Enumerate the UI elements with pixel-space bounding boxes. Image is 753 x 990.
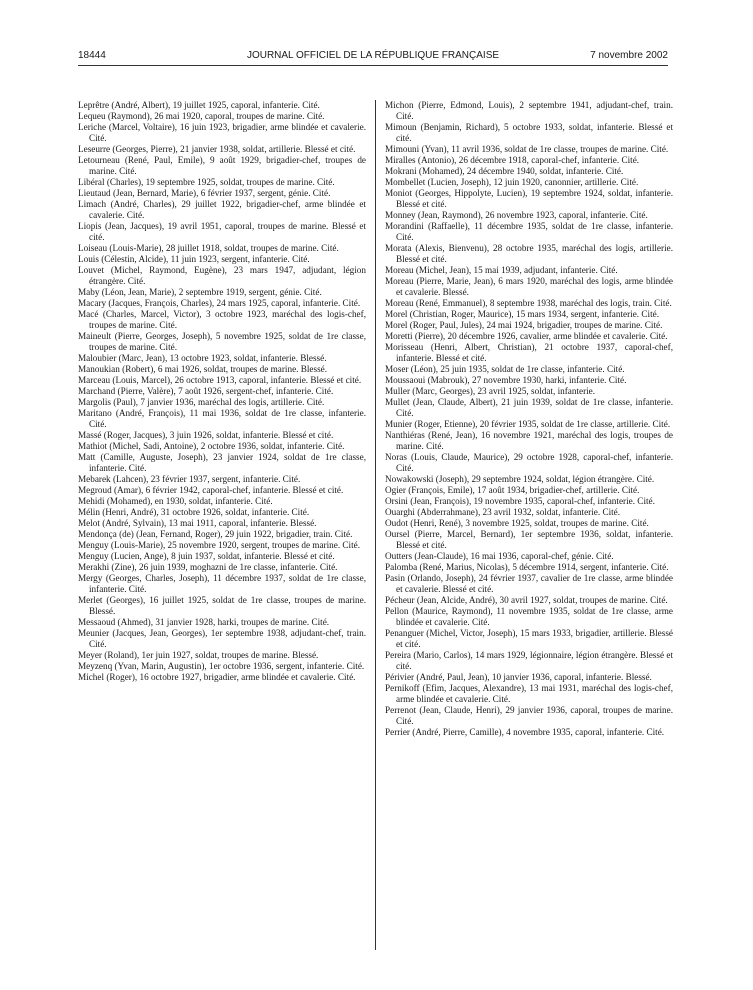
list-item: Périvier (André, Paul, Jean), 10 janvier 1936, caporal, infanterie. Blessé. [385, 672, 652, 682]
list-item: Letourneau (René, Paul, Emile), 9 août 1929, brigadier-chef, troupes de marine. Cité. [78, 155, 366, 176]
column-divider [375, 100, 376, 950]
list-item: Pellon (Maurice, Raymond), 11 novembre 1935, soldat de 1re classe, arme blindée et cavalerie. Cité. [385, 606, 673, 627]
list-item: Manoukian (Robert), 6 mai 1926, soldat, troupes de marine. Blessé. [78, 364, 328, 374]
list-item: Morandini (Raffaelle), 11 décembre 1935, soldat de 1re classe, infanterie. Cité. [385, 221, 673, 242]
list-item: Meyer (Roland), 1er juin 1927, soldat, troupes de marine. Blessé. [78, 650, 319, 660]
list-item: Mergy (Georges, Charles, Joseph), 11 décembre 1937, soldat de 1re classe, infanterie. Cité. [78, 573, 366, 594]
list-item: Moreau (Pierre, Marie, Jean), 6 mars 1920, maréchal des logis, arme blindée et cavalerie. Blessé. [385, 276, 673, 297]
list-item: Moretti (Pierre), 20 décembre 1926, cavalier, arme blindée et cavalerie. Cité. [385, 331, 668, 341]
list-item: Lieutaud (Jean, Bernard, Marie), 6 février 1937, sergent, génie. Cité. [78, 188, 331, 198]
right-column [385, 100, 673, 738]
list-item: Nanthiéras (René, Jean), 16 novembre 1921, maréchal des logis, troupes de marine. Cité. [385, 430, 673, 451]
list-item: Moser (Léon), 25 juin 1935, soldat de 1re classe, infanterie. Cité. [385, 364, 625, 374]
list-item: Perrier (André, Pierre, Camille), 4 novembre 1935, caporal, infanterie. Cité. [385, 727, 665, 737]
list-item: Munier (Roger, Etienne), 20 février 1935, soldat de 1re classe, artillerie. Cité. [385, 419, 671, 429]
list-item: Michel (Roger), 16 octobre 1927, brigadier, arme blindée et cavalerie. Cité. [78, 672, 356, 682]
list-item: Maineult (Pierre, Georges, Joseph), 5 novembre 1925, soldat de 1re classe, troupes de marine. Cité. [78, 331, 366, 352]
list-item: Michon (Pierre, Edmond, Louis), 2 septembre 1941, adjudant-chef, train. Cité. [385, 100, 673, 121]
list-item: Ouarghi (Abderrahmane), 23 avril 1932, soldat, infanterie. Cité. [385, 507, 621, 517]
list-item: Moreau (Michel, Jean), 15 mai 1939, adjudant, infanterie. Cité. [385, 265, 618, 275]
list-item: Moniot (Georges, Hippolyte, Lucien), 19 septembre 1924, soldat, infanterie. Blessé et cité. [385, 188, 673, 209]
page-number: 18444 [78, 50, 106, 61]
list-item: Mendonça (de) (Jean, Fernand, Roger), 29 juin 1922, brigadier, train. Cité. [78, 529, 353, 539]
list-item: Moreau (René, Emmanuel), 8 septembre 1938, maréchal des logis, train. Cité. [385, 298, 672, 308]
list-item: Louis (Célestin, Alcide), 11 juin 1923, sergent, infanterie. Cité. [78, 254, 310, 264]
list-item: Miralles (Antonio), 26 décembre 1918, caporal-chef, infanterie. Cité. [385, 155, 640, 165]
list-item: Morel (Christian, Roger, Maurice), 15 mars 1934, sergent, infanterie. Cité. [385, 309, 659, 319]
issue-date: 7 novembre 2002 [590, 50, 668, 61]
list-item: Meunier (Jacques, Jean, Georges), 1er septembre 1938, adjudant-chef, train. Cité. [78, 628, 366, 649]
list-item: Leprêtre (André, Albert), 19 juillet 1925, caporal, infanterie. Cité. [78, 100, 320, 110]
list-item: Oudot (Henri, René), 3 novembre 1925, soldat, troupes de marine. Cité. [385, 518, 649, 528]
list-item: Louvet (Michel, Raymond, Eugène), 23 mars 1947, adjudant, légion étrangère. Cité. [78, 265, 366, 286]
list-item: Mullet (Jean, Claude, Albert), 21 juin 1939, soldat de 1re classe, infanterie. Cité. [385, 397, 673, 418]
left-column [78, 100, 366, 683]
page-header [78, 50, 668, 64]
list-item: Mokrani (Mohamed), 24 décembre 1940, soldat, infanterie. Cité. [385, 166, 624, 176]
list-item: Penanguer (Michel, Victor, Joseph), 15 mars 1933, brigadier, artillerie. Blessé et cité. [385, 628, 673, 649]
list-item: Marceau (Louis, Marcel), 26 octobre 1913, caporal, infanterie. Blessé et cité. [78, 375, 362, 385]
list-item: Merlet (Georges), 16 juillet 1925, soldat de 1re classe, troupes de marine. Blessé. [78, 595, 366, 616]
list-item: Mebarek (Lahcen), 23 février 1937, sergent, infanterie. Cité. [78, 474, 301, 484]
list-item: Maloubier (Marc, Jean), 13 octobre 1923, soldat, infanterie. Blessé. [78, 353, 327, 363]
list-item: Macary (Jacques, François, Charles), 24 mars 1925, caporal, infanterie. Cité. [78, 298, 361, 308]
list-item: Liopis (Jean, Jacques), 19 avril 1951, caporal, troupes de marine. Blessé et cité. [78, 221, 366, 242]
list-item: Megroud (Amar), 6 février 1942, caporal-chef, infanterie. Blessé et cité. [78, 485, 344, 495]
list-item: Mathiot (Michel, Sadi, Antoine), 2 octobre 1936, soldat, infanterie. Cité. [78, 441, 345, 451]
list-item: Lequeu (Raymond), 26 mai 1920, caporal, troupes de marine. Cité. [78, 111, 325, 121]
list-item: Matt (Camille, Auguste, Joseph), 23 janvier 1924, soldat de 1re classe, infanterie. Cité. [78, 452, 366, 473]
list-item: Mimouni (Yvan), 11 avril 1936, soldat de 1re classe, troupes de marine. Cité. [385, 144, 669, 154]
list-item: Loiseau (Louis-Marie), 28 juillet 1918, soldat, troupes de marine. Cité. [78, 243, 339, 253]
list-item: Mélin (Henri, André), 31 octobre 1926, soldat, infanterie. Cité. [78, 507, 310, 517]
list-item: Messaoud (Ahmed), 31 janvier 1928, harki, troupes de marine. Cité. [78, 617, 330, 627]
list-item: Macé (Charles, Marcel, Victor), 3 octobre 1923, maréchal des logis-chef, troupes de marine. Cité. [78, 309, 366, 330]
list-item: Meyzenq (Yvan, Marin, Augustin), 1er octobre 1936, sergent, infanterie. Cité. [78, 661, 365, 671]
list-item: Merakhi (Zine), 26 juin 1939, moghazni de 1re classe, infanterie. Cité. [78, 562, 338, 572]
list-item: Libéral (Charles), 19 septembre 1925, soldat, troupes de marine. Cité. [78, 177, 335, 187]
list-item: Pécheur (Jean, Alcide, André), 30 avril 1927, soldat, troupes de marine. Cité. [385, 595, 668, 605]
list-item: Menguy (Louis-Marie), 25 novembre 1920, sergent, troupes de marine. Cité. [78, 540, 361, 550]
list-item: Pernikoff (Efim, Jacques, Alexandre), 13 mai 1931, maréchal des logis-chef, arme blindée et cavalerie. Cité. [385, 683, 673, 704]
list-item: Melot (André, Sylvain), 13 mai 1911, caporal, infanterie. Blessé. [78, 518, 317, 528]
header-rule [78, 65, 668, 66]
list-item: Menguy (Lucien, Ange), 8 juin 1937, soldat, infanterie. Blessé et cité. [78, 551, 335, 561]
list-item: Palomba (René, Marius, Nicolas), 5 décembre 1914, sergent, infanterie. Cité. [385, 562, 669, 572]
list-item: Maby (Léon, Jean, Marie), 2 septembre 1919, sergent, génie. Cité. [78, 287, 322, 297]
list-item: Maritano (André, François), 11 mai 1936, soldat de 1re classe, infanterie. Cité. [78, 408, 366, 429]
list-item: Morata (Alexis, Bienvenu), 28 octobre 1935, maréchal des logis, artillerie. Blessé et cité. [385, 243, 673, 264]
list-item: Oursel (Pierre, Marcel, Bernard), 1er septembre 1936, soldat, infanterie. Blessé et cité. [385, 529, 673, 550]
list-item: Monney (Jean, Raymond), 26 novembre 1923, caporal, infanterie. Cité. [385, 210, 648, 220]
list-item: Margolis (Paul), 7 janvier 1936, maréchal des logis, artillerie. Cité. [78, 397, 325, 407]
list-item: Morel (Roger, Paul, Jules), 24 mai 1924, brigadier, troupes de marine. Cité. [385, 320, 663, 330]
list-item: Moussaoui (Mabrouk), 27 novembre 1930, harki, infanterie. Cité. [385, 375, 627, 385]
list-item: Mimoun (Benjamin, Richard), 5 octobre 1933, soldat, infanterie. Blessé et cité. [385, 122, 673, 143]
list-item: Orsini (Jean, François), 19 novembre 1935, caporal-chef, infanterie. Cité. [385, 496, 655, 506]
list-item: Pasin (Orlando, Joseph), 24 février 1937, cavalier de 1re classe, arme blindée et cavalerie. Blessé et cité. [385, 573, 673, 594]
list-item: Leseurre (Georges, Pierre), 21 janvier 1938, soldat, artillerie. Blessé et cité. [78, 144, 356, 154]
list-item: Mombellet (Lucien, Joseph), 12 juin 1920, canonnier, artillerie. Cité. [385, 177, 639, 187]
list-item: Mehidi (Mohamed), en 1930, soldat, infanterie. Cité. [78, 496, 273, 506]
list-item: Morisseau (Henri, Albert, Christian), 21 octobre 1937, caporal-chef, infanterie. Blessé et cité. [385, 342, 673, 363]
list-item: Ogier (François, Emile), 17 août 1934, brigadier-chef, artillerie. Cité. [385, 485, 640, 495]
list-item: Limach (André, Charles), 29 juillet 1922, brigadier-chef, arme blindée et cavalerie. Cité. [78, 199, 366, 220]
list-item: Muller (Marc, Georges), 23 avril 1925, soldat, infanterie. [385, 386, 596, 396]
list-item: Pereira (Mario, Carlos), 14 mars 1929, légionnaire, légion étrangère. Blessé et cité. [385, 650, 673, 671]
list-item: Outters (Jean-Claude), 16 mai 1936, caporal-chef, génie. Cité. [385, 551, 614, 561]
list-item: Nowakowski (Joseph), 29 septembre 1924, soldat, légion étrangère. Cité. [385, 474, 655, 484]
list-item: Leriche (Marcel, Voltaire), 16 juin 1923, brigadier, arme blindée et cavalerie. Cité. [78, 122, 366, 143]
list-item: Noras (Louis, Claude, Maurice), 29 octobre 1928, caporal-chef, infanterie. Cité. [385, 452, 673, 473]
list-item: Perrenot (Jean, Claude, Henri), 29 janvier 1936, caporal, troupes de marine. Cité. [385, 705, 673, 726]
journal-title: JOURNAL OFFICIEL DE LA RÉPUBLIQUE FRANÇAISE [246, 50, 500, 61]
list-item: Massé (Roger, Jacques), 3 juin 1926, soldat, infanterie. Blessé et cité. [78, 430, 334, 440]
list-item: Marchand (Pierre, Valère), 7 août 1926, sergent-chef, infanterie. Cité. [78, 386, 334, 396]
